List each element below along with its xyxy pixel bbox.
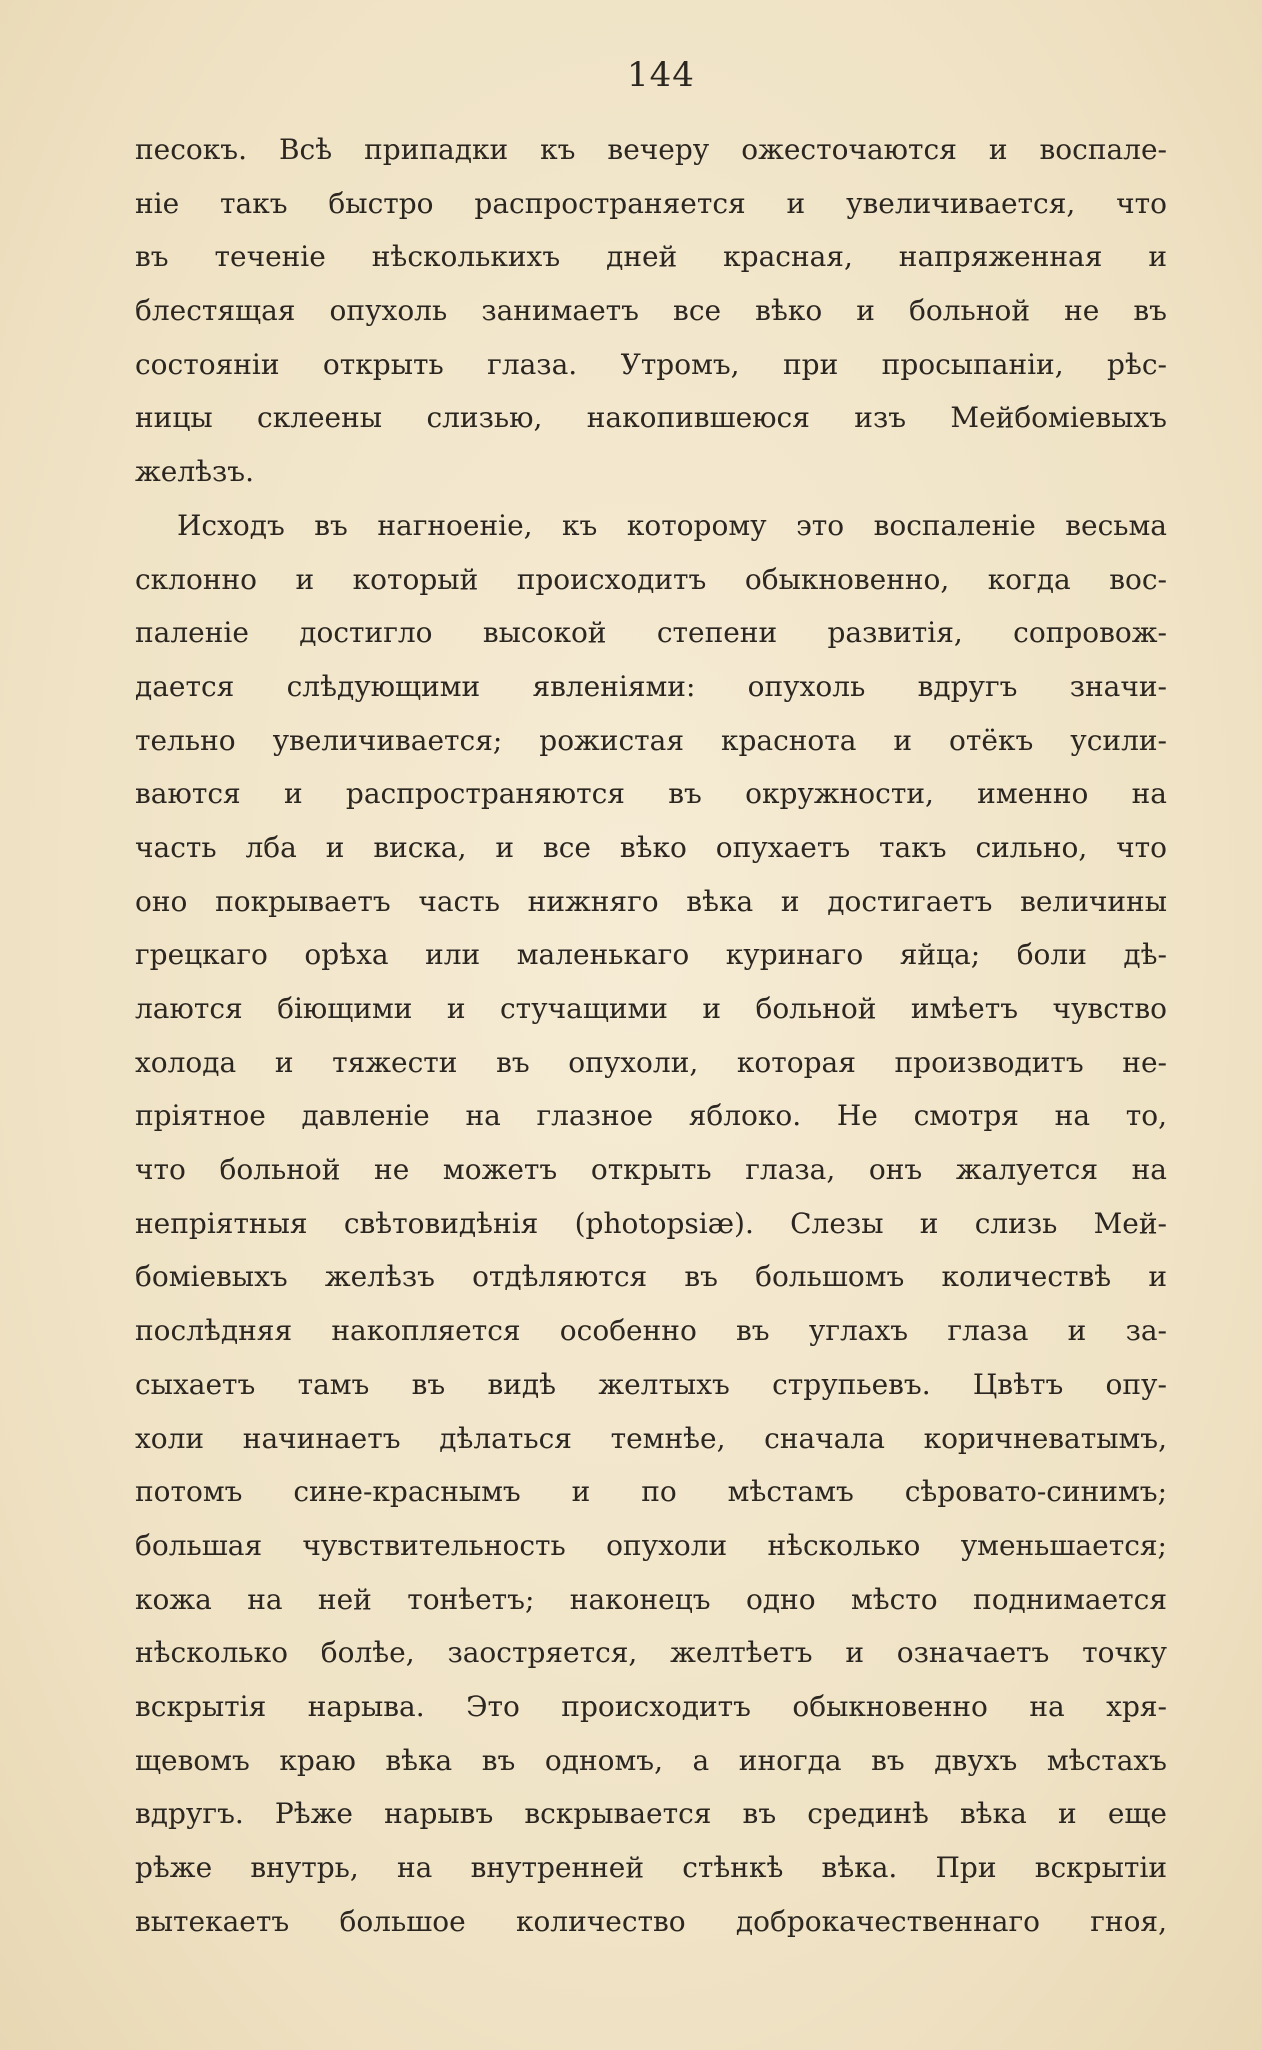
text-line: щевомъ краю вѣка въ одномъ, а иногда въ двухъ мѣстахъ <box>135 1743 1167 1777</box>
text-line: непріятныя свѣтовидѣнія (photopsiæ). Слезы и слизь Мей- <box>135 1206 1167 1240</box>
text-line: желѣзъ. <box>135 455 254 489</box>
text-line: состояніи открыть глаза. Утромъ, при просыпаніи, рѣс- <box>135 347 1167 381</box>
text-line: часть лба и виска, и все вѣко опухаетъ такъ сильно, что <box>135 830 1167 864</box>
text-line: что больной не можетъ открыть глаза, онъ жалуется на <box>135 1153 1167 1187</box>
text-line: пріятное давленіе на глазное яблоко. Не смотря на то, <box>135 1099 1167 1133</box>
text-line: большая чувствительность опухоли нѣсколько уменьшается; <box>135 1528 1167 1562</box>
text-line: паленіе достигло высокой степени развитія, сопровож- <box>135 616 1167 650</box>
text-line: сыхаетъ тамъ въ видѣ желтыхъ струпьевъ. Цвѣтъ опу- <box>135 1367 1167 1401</box>
text-line: грецкаго орѣха или маленькаго куринаго яйца; боли дѣ- <box>135 938 1167 972</box>
paragraph-2 <box>135 499 1167 1949</box>
text-line: послѣдняя накопляется особенно въ углахъ глаза и за- <box>135 1314 1167 1348</box>
text-line: ніе такъ быстро распространяется и увеличивается, что <box>135 186 1167 220</box>
text-line: блестящая опухоль занимаетъ все вѣко и больной не въ <box>135 294 1167 328</box>
text-line: вскрытія нарыва. Это происходитъ обыкновенно на хря- <box>135 1689 1167 1723</box>
text-line: лаются біющими и стучащими и больной имѣетъ чувство <box>135 992 1167 1025</box>
text-line: вытекаетъ большое количество доброкачественнаго гноя, <box>135 1904 1167 1938</box>
page-number: 144 <box>627 55 695 95</box>
text-line: дается слѣдующими явленіями: опухоль вдругъ значи- <box>135 669 1167 703</box>
text-line: вдругъ. Рѣже нарывъ вскрывается въ срединѣ вѣка и еще <box>135 1797 1167 1831</box>
text-line: Исходъ въ нагноеніе, къ которому это воспаленіе весьма <box>177 508 1167 542</box>
text-line: кожа на ней тонѣетъ; наконецъ одно мѣсто поднимается <box>135 1582 1167 1616</box>
text-line: холода и тяжести въ опухоли, которая производитъ не- <box>135 1045 1167 1079</box>
text-line: оно покрываетъ часть нижняго вѣка и достигаетъ величины <box>135 884 1167 918</box>
text-line: въ теченіе нѣсколькихъ дней красная, напряженная и <box>135 240 1167 274</box>
paragraph-1 <box>135 123 1167 499</box>
text-line: холи начинаетъ дѣлаться темнѣе, сначала коричневатымъ, <box>135 1421 1167 1455</box>
text-line: тельно увеличивается; рожистая краснота и отёкъ усили- <box>135 723 1167 757</box>
text-line: боміевыхъ желѣзъ отдѣляются въ большомъ количествѣ и <box>135 1260 1167 1294</box>
text-line: рѣже внутрь, на внутренней стѣнкѣ вѣка. При вскрытіи <box>135 1851 1167 1884</box>
text-line: ницы склеены слизью, накопившеюся изъ Мейбоміевыхъ <box>135 401 1167 435</box>
text-line: склонно и который происходитъ обыкновенно, когда вос- <box>135 562 1167 596</box>
text-line: нѣсколько болѣе, заостряется, желтѣетъ и означаетъ точку <box>135 1636 1167 1670</box>
text-line: ваются и распространяются въ окружности, именно на <box>135 777 1167 811</box>
text-line: потомъ сине-краснымъ и по мѣстамъ сѣровато-синимъ; <box>135 1475 1167 1509</box>
text-line: песокъ. Всѣ припадки къ вечеру ожесточаются и воспале- <box>135 133 1167 166</box>
